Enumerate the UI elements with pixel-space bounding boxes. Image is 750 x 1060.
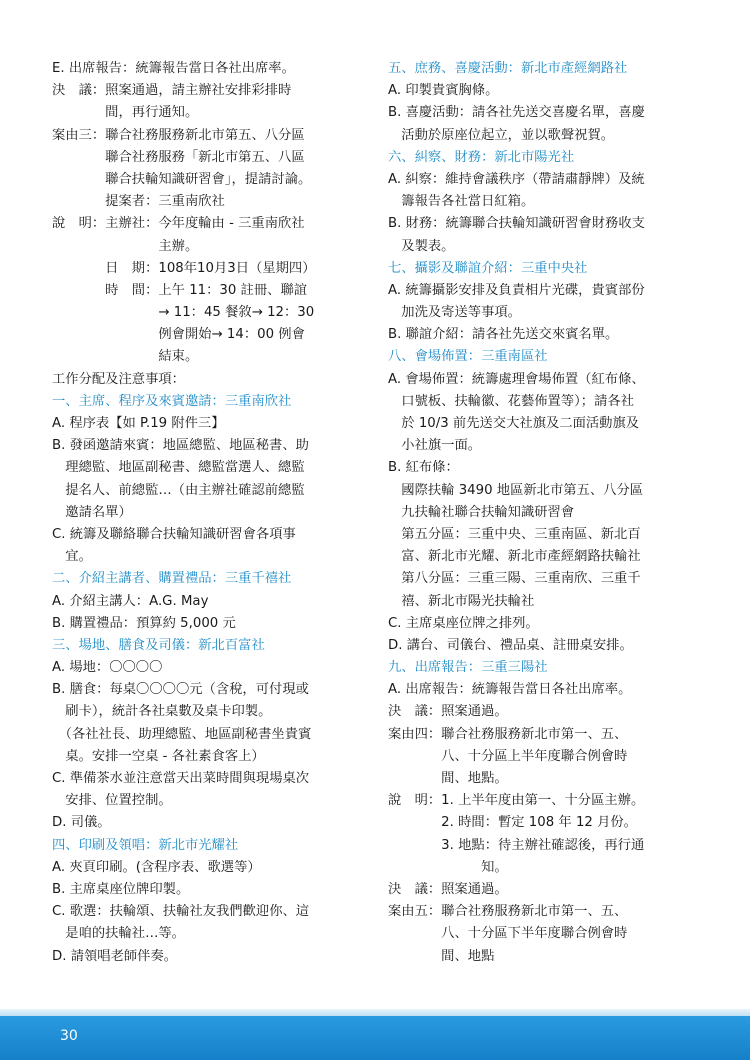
text-line: （各社社長、助理總監、地區副秘書坐貴賓 (52, 726, 312, 742)
text-line: 知。 (388, 859, 508, 875)
page-number: 30 (60, 1028, 78, 1044)
section-heading: 九、出席報告：三重三陽社 (388, 660, 548, 676)
text-line: 3. 地點：待主辦社確認後，再行通 (388, 837, 645, 853)
text-line: 富、新北市光耀、新北市產經網路扶輪社 (388, 549, 641, 565)
text-line: B. 發函邀請來賓：地區總監、地區秘書、助 (52, 438, 309, 454)
section-heading: 五、庶務、喜慶活動：新北市產經網路社 (388, 61, 628, 76)
text-line: A. 糾察：維持會議秩序（帶請肅靜牌）及統 (388, 171, 645, 187)
text-line: B. 主席桌座位牌印製。 (52, 881, 190, 897)
section-heading: 六、糾察、財務：新北市陽光社 (388, 149, 575, 165)
text-line: C. 準備茶水並注意當天出菜時間與現場桌次 (52, 771, 310, 786)
text-line: 主辦。 (52, 238, 199, 254)
text-line: 活動於原座位起立，並以歌聲祝賀。 (388, 127, 615, 143)
text-line: 2. 時間：暫定 108 年 12 月份。 (388, 815, 637, 831)
text-line: 八、十分區上半年度聯合例會時 (388, 748, 628, 764)
text-line: A. 出席報告：統籌報告當日各社出席率。 (388, 682, 632, 698)
text-line: D. 請領唱老師伴奏。 (52, 948, 178, 964)
text-line: 決 議：照案通過。 (388, 704, 508, 720)
text-line: A. 場地：〇〇〇〇 (52, 660, 163, 676)
text-line: 刷卡），統計各社桌數及桌卡印製。 (52, 704, 272, 720)
text-line: 間，再行通知。 (52, 105, 199, 121)
text-line: 是咱的扶輪社…等。 (52, 926, 185, 942)
text-line: 國際扶輪 3490 地區新北市第五、八分區 (388, 482, 644, 498)
text-line: 決 議：照案通過，請主辦社安排彩排時 (52, 83, 292, 99)
text-line: 理總監、地區副秘書、總監當選人、總監 (52, 460, 305, 476)
text-line: C. 歌選：扶輪頌、扶輪社友我們歡迎你、這 (52, 904, 310, 920)
text-line: 說 明：1. 上半年度由第一、十分區主辦。 (388, 793, 645, 809)
text-line: B. 喜慶活動：請各社先送交喜慶名單，喜慶 (388, 105, 645, 121)
text-line: A. 介紹主講人：A.G. May (52, 593, 209, 609)
section-heading: 三、場地、膳食及司儀：新北百富社 (52, 637, 265, 653)
text-line: 工作分配及注意事項： (52, 371, 185, 387)
section-heading: 四、印刷及領唱：新北市光耀社 (52, 837, 239, 853)
text-line: C. 主席桌座位牌之排列。 (388, 615, 539, 631)
footer-bar (0, 1016, 750, 1060)
text-line: 安排、位置控制。 (52, 793, 172, 809)
text-line: 及製表。 (388, 238, 455, 254)
text-line: 八、十分區下半年度聯合例會時 (388, 926, 628, 942)
text-line: A. 統籌攝影安排及負責相片光碟，貴賓部份 (388, 282, 645, 298)
text-line: 決 議：照案通過。 (388, 881, 508, 897)
text-line: 例會開始→ 14：00 例會 (52, 327, 305, 343)
text-line: 第八分區：三重三陽、三重南欣、三重千 (388, 571, 641, 587)
text-line: 間、地點。 (388, 771, 508, 786)
text-line: 日 期：108年10月3日（星期四） (52, 260, 316, 276)
text-line: A. 印製貴賓胸條。 (388, 83, 499, 99)
text-line: 結束。 (52, 349, 199, 365)
section-heading: 一、主席、程序及來賓邀請：三重南欣社 (52, 393, 292, 409)
text-line: 加洗及寄送等事項。 (388, 305, 521, 321)
text-line: 案由四：聯合社務服務新北市第一、五、 (388, 726, 628, 742)
section-heading: 八、會場佈置：三重南區社 (388, 349, 548, 365)
text-line: 說 明：主辦社：今年度輪由 - 三重南欣社 (52, 216, 305, 232)
left-column (52, 58, 362, 968)
text-line: 提名人、前總監…（由主辦社確認前總監 (52, 482, 305, 498)
text-line: B. 膳食：每桌〇〇〇〇元（含稅，可付現或 (52, 682, 309, 698)
right-column (388, 58, 698, 968)
text-line: A. 程序表【如 P.19 附件三】 (52, 416, 225, 431)
text-line: 案由三：聯合社務服務新北市第五、八分區 (52, 127, 305, 143)
text-line: 小社旗一面。 (388, 438, 482, 454)
text-line: 口號板、扶輪徽、花藝佈置等）；請各社 (388, 393, 634, 409)
section-heading: 二、介紹主講者、購置禮品：三重千禧社 (52, 571, 292, 587)
footer-band (0, 1009, 750, 1016)
text-line: 聯合扶輪知識研習會」，提請討論。 (52, 171, 312, 187)
text-line: D. 講台、司儀台、禮品桌、註冊桌安排。 (388, 637, 633, 653)
text-line: B. 財務：統籌聯合扶輪知識研習會財務收支 (388, 216, 645, 232)
text-line: 案由五：聯合社務服務新北市第一、五、 (388, 904, 628, 920)
text-line: A. 會場佈置：統籌處理會場佈置（紅布條、 (388, 371, 645, 387)
text-line: B. 購置禮品：預算約 5,000 元 (52, 615, 236, 631)
text-line: 間、地點 (388, 948, 495, 964)
text-line: → 11：45 餐敘→ 12：30 (52, 305, 315, 321)
text-line: 提案者：三重南欣社 (52, 194, 225, 210)
section-heading: 七、攝影及聯誼介紹：三重中央社 (388, 260, 588, 276)
text-line: 時 間：上午 11：30 註冊、聯誼 (52, 282, 308, 298)
text-line: E. 出席報告：統籌報告當日各社出席率。 (52, 61, 295, 76)
text-line: 邀請名單） (52, 504, 132, 520)
text-line: 禧、新北市陽光扶輪社 (388, 593, 535, 609)
text-line: C. 統籌及聯絡聯合扶輪知識研習會各項事 (52, 526, 296, 542)
text-line: B. 紅布條： (388, 460, 459, 476)
text-line: 聯合社務服務「新北市第五、八區 (52, 149, 305, 165)
text-line: 籌報告各社當日紅箱。 (388, 194, 535, 210)
text-line: 於 10/3 前先送交大社旗及二面活動旗及 (388, 416, 640, 431)
text-line: D. 司儀。 (52, 815, 111, 831)
text-line: 第五分區：三重中央、三重南區、新北百 (388, 526, 641, 542)
text-line: A. 夾頁印刷。(含程序表、歌選等） (52, 859, 261, 875)
text-line: 桌。安排一空桌 - 各社素食客上） (52, 748, 265, 764)
text-line: B. 聯誼介紹：請各社先送交來賓名單。 (388, 327, 619, 343)
text-line: 九扶輪社聯合扶輪知識研習會 (388, 504, 575, 520)
text-line: 宜。 (52, 549, 92, 565)
